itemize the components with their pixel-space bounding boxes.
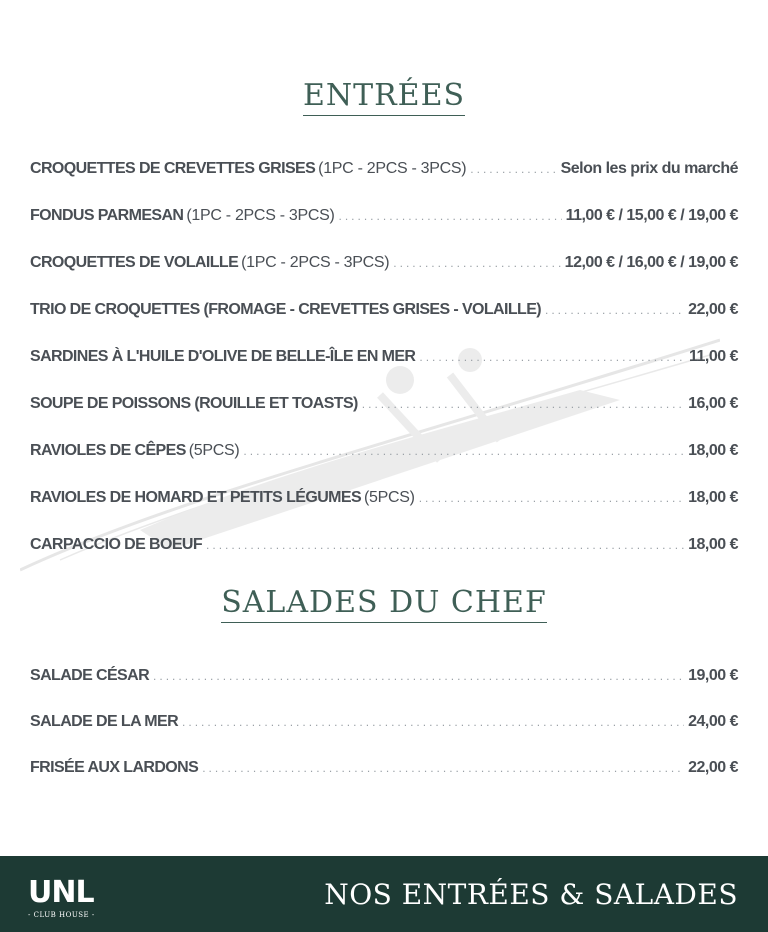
dot-leader <box>153 669 684 683</box>
logo-subtitle: - CLUB HOUSE - <box>28 911 95 919</box>
menu-item-price: Selon les prix du marché <box>560 160 738 177</box>
dot-leader <box>362 397 684 411</box>
menu-item-name: SALADE CÉSAR <box>30 667 150 684</box>
menu-item <box>30 254 738 278</box>
menu-item-name: RAVIOLES DE CÊPES <box>30 442 186 459</box>
footer-title: NOS ENTRÉES & SALADES <box>324 878 738 911</box>
menu-item <box>30 536 738 560</box>
menu-item-price: 18,00 € <box>688 489 738 506</box>
menu-item <box>30 160 738 184</box>
menu-item <box>30 489 738 513</box>
menu-item-price: 18,00 € <box>688 536 738 553</box>
menu-item <box>30 442 738 466</box>
menu-item <box>30 301 738 325</box>
dot-leader <box>419 350 685 364</box>
dot-leader <box>470 162 556 176</box>
menu-item-name: FRISÉE AUX LARDONS <box>30 759 199 776</box>
unl-logo: UNL <box>28 875 94 910</box>
dot-leader <box>182 715 684 729</box>
dot-leader <box>202 761 684 775</box>
menu-item-price: 12,00 € / 16,00 € / 19,00 € <box>564 254 738 271</box>
menu-item <box>30 207 738 231</box>
dot-leader <box>419 491 684 505</box>
menu-item-name: CROQUETTES DE CREVETTES GRISES <box>30 160 316 177</box>
menu-item-detail: (1PC - 2PCS - 3PCS) <box>241 254 390 271</box>
menu-item-detail: (1PC - 2PCS - 3PCS) <box>186 207 335 224</box>
dot-leader <box>339 209 562 223</box>
menu-item-name: CARPACCIO DE BOEUF <box>30 536 203 553</box>
menu-item-name: CROQUETTES DE VOLAILLE <box>30 254 239 271</box>
menu-item-price: 11,00 € <box>689 348 738 365</box>
dot-leader <box>243 444 684 458</box>
menu-item-name: SALADE DE LA MER <box>30 713 179 730</box>
menu-item <box>30 713 738 737</box>
menu-item-detail: (5PCS) <box>364 489 415 506</box>
menu-item-price: 11,00 € / 15,00 € / 19,00 € <box>565 207 738 224</box>
menu-item-detail: (5PCS) <box>188 442 240 459</box>
menu-item-name: TRIO DE CROQUETTES (FROMAGE - CREVETTES GRISES - VOLAILLE) <box>30 301 541 318</box>
footer-bar <box>0 856 768 932</box>
menu-item-detail: (1PC - 2PCS - 3PCS) <box>318 160 467 177</box>
menu-item <box>30 348 738 372</box>
menu-item-name: FONDUS PARMESAN <box>30 207 184 224</box>
dot-leader <box>545 303 684 317</box>
menu-item-price: 22,00 € <box>688 759 738 776</box>
menu-item <box>30 667 738 691</box>
menu-item-price: 18,00 € <box>688 442 738 459</box>
entrees-title: ENTRÉES <box>0 78 768 116</box>
menu-item-name: SOUPE DE POISSONS (ROUILLE ET TOASTS) <box>30 395 358 412</box>
menu-item-price: 24,00 € <box>688 713 738 730</box>
salades-title: SALADES DU CHEF <box>0 585 768 623</box>
menu-item-name: RAVIOLES DE HOMARD ET PETITS LÉGUMES <box>30 489 362 506</box>
menu-item <box>30 395 738 419</box>
menu-item <box>30 759 738 783</box>
menu-item-name: SARDINES À L'HUILE D'OLIVE DE BELLE-ÎLE EN MER <box>30 348 416 365</box>
dot-leader <box>393 256 560 270</box>
menu-item-price: 22,00 € <box>688 301 738 318</box>
menu-item-price: 16,00 € <box>688 395 738 412</box>
menu-item-price: 19,00 € <box>688 667 738 684</box>
dot-leader <box>206 538 684 552</box>
